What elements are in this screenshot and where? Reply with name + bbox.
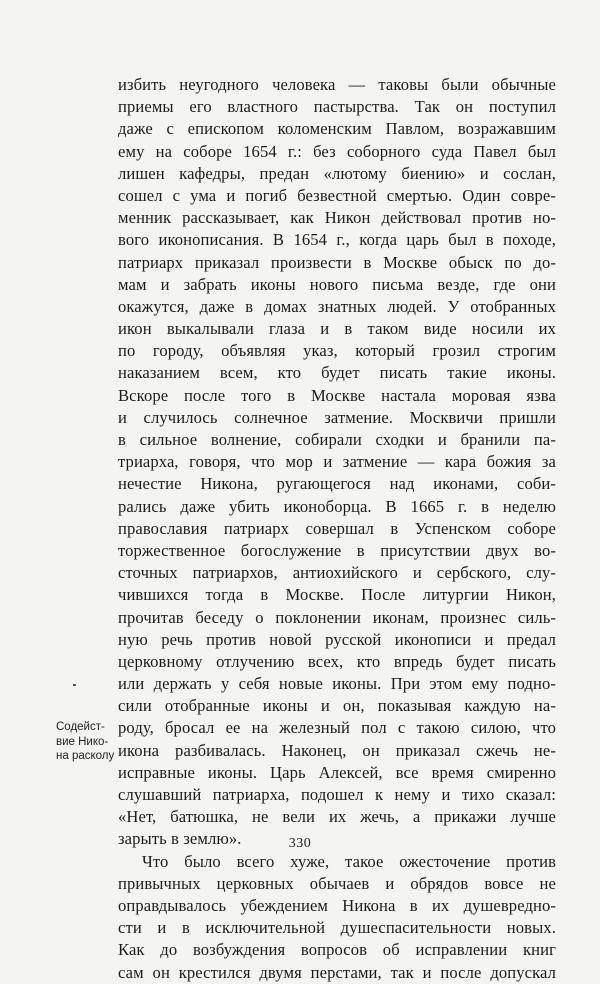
text-line: мам и забрать иконы нового письма везде, где они <box>118 274 556 294</box>
text-line: нечестие Никона, ругающегося над иконами, соби- <box>118 474 556 494</box>
text-line: наказанием всем, кто будет писать такие иконы. <box>118 363 556 383</box>
paragraph-start-line: Что было всего хуже, такое ожесточение против <box>142 851 556 871</box>
marginal-note-line: Содейст- <box>56 721 105 733</box>
marginal-note-line: вие Нико- <box>56 735 109 748</box>
paragraph-end-line: зарыть в землю». <box>118 829 242 849</box>
text-line: сили отобранные иконы и он, показывая каждую на- <box>118 696 556 716</box>
text-line: по городу, объявляя указ, который грозил строгим <box>118 341 556 361</box>
text-line: оправдывалось убеждением Никона в их душевредно- <box>118 895 556 915</box>
text-line: православия патриарх совершал в Успенском соборе <box>118 518 556 538</box>
text-line: даже с епископом коломенским Павлом, возражавшим <box>118 119 556 139</box>
text-line: приемы его властного пастырства. Так он поступил <box>118 97 556 117</box>
text-line: в сильное волнение, собирали сходки и бранили па- <box>118 430 556 449</box>
text-line: «Нет, батюшка, не вели их жечь, а прикажи лучше <box>118 807 556 827</box>
text-line: привычных церковных обычаев и обрядов вовсе не <box>118 873 556 893</box>
text-line: чившихся тогда в Москве. После литургии Никон, <box>118 585 556 605</box>
text-line: и случилось солнечное затмение. Москвичи пришли <box>118 407 556 427</box>
text-line: сам он крестился двумя перстами, так и после допускал <box>118 962 556 982</box>
text-line: сточных патриархов, антиохийского и сербского, слу- <box>118 563 556 583</box>
text-line: прочитав беседу о поклонении иконам, произнес силь- <box>118 607 556 627</box>
text-line: вого иконописания. В 1654 г., когда царь был в походе, <box>118 230 556 250</box>
text-line: икона разбивалась. Наконец, он приказал сжечь не- <box>118 740 556 760</box>
text-line: рались даже убить иконоборца. В 1665 г. в неделю <box>118 496 556 516</box>
text-line: исправные иконы. Царь Алексей, все время смиренно <box>118 762 556 782</box>
text-line: сти и в исключительной душеспасительности новых. <box>118 918 556 938</box>
text-line: Как до возбуждения вопросов об исправлении книг <box>118 940 556 960</box>
text-line: торжественное богослужение в присутствии двух во- <box>118 540 556 560</box>
text-line: роду, бросал ее на железный пол с такою силою, что <box>118 718 556 738</box>
text-line: лишен кафедры, предан «лютому биению» и сослан, <box>118 163 556 183</box>
text-line: церковному отлучению всех, кто впредь будет писать <box>118 651 556 671</box>
text-line: триарха, говоря, что мор и затмение — кара божия за <box>118 452 556 472</box>
text-line: окажутся, даже в домах знатных людей. У отобранных <box>118 296 556 316</box>
text-line: менник рассказывает, как Никон действовал против но- <box>118 208 556 228</box>
text-line: ему на соборе 1654 г.: без соборного суда Павел был <box>118 141 556 161</box>
text-line: или держать у себя новые иконы. При этом ему подно- <box>118 674 556 694</box>
text-line: слушавший патриарха, подошел к нему и тихо сказал: <box>118 785 556 804</box>
marginal-note <box>56 720 118 764</box>
text-line: Вскоре после того в Москве настала моровая язва <box>118 385 556 405</box>
text-line: ную речь против новой русской иконописи и предал <box>118 629 556 649</box>
text-line: избить неугодного человека — таковы были обычные <box>118 75 556 94</box>
marginal-note-line: на расколу <box>56 750 115 762</box>
text-line: патриарх приказал произвести в Москве обыск по до- <box>118 252 556 272</box>
text-line: сошел с ума и погиб безвестной смертью. Один совре- <box>118 185 556 205</box>
text-line: икон выкалывали глаза и в таком виде носили их <box>118 319 556 339</box>
margin-mark <box>73 684 76 686</box>
page-number: 330 <box>288 836 312 851</box>
